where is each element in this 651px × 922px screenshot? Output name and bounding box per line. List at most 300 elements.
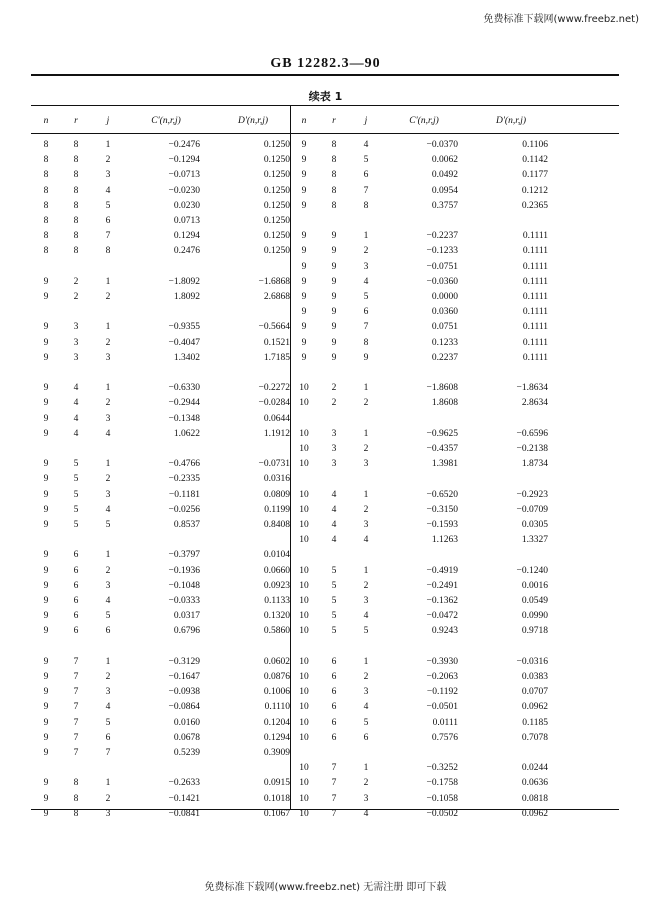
cell-r: 7 — [331, 808, 337, 819]
table-row — [292, 153, 552, 168]
table-row — [34, 746, 294, 761]
cell-n: 9 — [301, 170, 307, 181]
cell-j: 7 — [363, 322, 369, 333]
cell-r: 8 — [73, 778, 79, 789]
cell-r: 3 — [73, 337, 79, 348]
header-d: D′(n,r,j) — [495, 116, 527, 126]
cell-c: −1.8608 — [426, 383, 458, 394]
cell-c: −0.0360 — [426, 276, 458, 287]
cell-j: 1 — [105, 550, 111, 561]
cell-j: 1 — [363, 428, 369, 439]
cell-j: 6 — [105, 216, 111, 226]
cell-j: 1 — [105, 383, 111, 394]
cell-j: 1 — [105, 778, 111, 789]
cell-r: 3 — [73, 322, 79, 333]
cell-c: −0.1181 — [168, 489, 200, 500]
table-row — [34, 518, 294, 533]
cell-r: 6 — [73, 565, 79, 576]
cell-d: 0.1111 — [522, 322, 548, 333]
cell-n: 9 — [43, 717, 49, 728]
cell-r: 4 — [73, 383, 79, 394]
cell-j: 4 — [363, 808, 369, 819]
table-row — [292, 457, 552, 472]
cell-n: 10 — [299, 656, 309, 667]
cell-c: −0.4766 — [168, 459, 200, 470]
cell-d: −0.6596 — [516, 428, 548, 439]
cell-j: 5 — [105, 611, 111, 622]
cell-j: 4 — [105, 185, 111, 196]
cell-c: −0.1192 — [426, 687, 458, 698]
cell-n: 8 — [43, 231, 49, 242]
cell-c: −0.6520 — [426, 489, 458, 500]
cell-r: 4 — [73, 398, 79, 409]
cell-j: 7 — [105, 748, 111, 758]
table-row — [292, 518, 552, 533]
cell-j: 2 — [105, 474, 111, 485]
cell-c: −0.0938 — [168, 687, 200, 698]
cell-d: 0.1018 — [263, 793, 290, 804]
table-row — [292, 792, 552, 807]
cell-n: 9 — [43, 550, 49, 561]
cell-n: 10 — [299, 580, 309, 591]
cell-j: 3 — [363, 520, 369, 530]
cell-n: 9 — [43, 580, 49, 591]
cell-n: 9 — [43, 352, 49, 363]
cell-r: 7 — [73, 702, 79, 713]
cell-j: 4 — [363, 611, 369, 622]
cell-j: 6 — [105, 732, 111, 743]
cell-j: 1 — [363, 763, 369, 774]
cell-c: 1.8608 — [431, 398, 458, 409]
table-row — [292, 761, 552, 776]
cell-r: 7 — [73, 732, 79, 743]
cell-d: 0.0104 — [263, 550, 290, 561]
cell-d: 0.0962 — [521, 702, 548, 713]
table-row — [292, 731, 552, 746]
cell-n: 9 — [43, 596, 49, 606]
cell-c: 1.3402 — [173, 352, 200, 363]
cell-r: 4 — [73, 428, 79, 439]
cell-c: −0.2944 — [168, 398, 200, 409]
table-row — [34, 290, 294, 305]
cell-r: 3 — [73, 352, 79, 363]
table-row — [34, 412, 294, 427]
table-row — [292, 624, 552, 639]
cell-r: 2 — [73, 276, 79, 287]
cell-c: −0.1048 — [168, 580, 200, 591]
cell-d: 0.1250 — [263, 170, 290, 181]
cell-r: 5 — [73, 489, 79, 500]
cell-n: 9 — [43, 337, 49, 348]
table-row — [292, 503, 552, 518]
cell-j: 7 — [105, 231, 111, 242]
cell-r: 8 — [331, 200, 337, 211]
cell-n: 10 — [299, 808, 309, 819]
cell-c: −0.3252 — [426, 763, 458, 774]
cell-j: 2 — [105, 292, 111, 302]
cell-r: 8 — [73, 231, 79, 242]
cell-r: 8 — [331, 170, 337, 181]
cell-d: 0.7078 — [521, 732, 548, 743]
cell-j: 5 — [363, 626, 369, 637]
table-row — [292, 427, 552, 442]
cell-n: 9 — [301, 352, 307, 363]
cell-j: 2 — [363, 246, 369, 257]
cell-j: 7 — [363, 185, 369, 196]
cell-j: 2 — [105, 155, 111, 166]
cell-r: 7 — [331, 778, 337, 789]
cell-j: 3 — [105, 170, 111, 181]
cell-r: 8 — [73, 170, 79, 181]
cell-n: 10 — [299, 520, 309, 530]
cell-n: 8 — [43, 200, 49, 211]
cell-d: 0.0876 — [263, 672, 290, 682]
cell-n: 10 — [299, 611, 309, 622]
cell-r: 2 — [331, 398, 337, 409]
cell-n: 9 — [43, 398, 49, 409]
cell-n: 9 — [301, 322, 307, 333]
cell-d: 0.0809 — [263, 489, 290, 500]
cell-j: 1 — [105, 656, 111, 667]
cell-d: 0.1111 — [522, 231, 548, 242]
table-row — [34, 427, 294, 442]
cell-d: 0.1111 — [522, 337, 548, 348]
cell-d: 1.7185 — [263, 352, 290, 363]
cell-r: 8 — [331, 140, 337, 150]
cell-j: 5 — [105, 520, 111, 530]
cell-c: −0.0370 — [426, 140, 458, 150]
cell-j: 2 — [363, 580, 369, 591]
cell-r: 7 — [73, 748, 79, 758]
cell-r: 4 — [331, 535, 337, 546]
cell-r: 8 — [331, 185, 337, 196]
cell-d: 0.1199 — [264, 504, 290, 515]
cell-n: 9 — [43, 489, 49, 500]
cell-r: 8 — [73, 140, 79, 150]
cell-d: 0.5860 — [263, 626, 290, 637]
table-row — [34, 609, 294, 624]
table-row — [292, 229, 552, 244]
cell-r: 2 — [73, 292, 79, 302]
cell-d: −0.0709 — [516, 504, 548, 515]
table-row — [292, 320, 552, 335]
cell-n: 9 — [43, 413, 49, 424]
cell-d: 0.1111 — [522, 292, 548, 302]
cell-c: 0.0230 — [173, 200, 200, 211]
table-top-rule — [31, 105, 619, 106]
cell-j: 8 — [363, 200, 369, 211]
cell-r: 6 — [331, 687, 337, 698]
cell-d: −0.1240 — [516, 565, 548, 576]
cell-c: −0.4047 — [168, 337, 200, 348]
cell-d: 0.0962 — [521, 808, 548, 819]
cell-j: 2 — [105, 672, 111, 682]
cell-j: 1 — [363, 656, 369, 667]
cell-j: 3 — [105, 413, 111, 424]
cell-c: −0.2476 — [168, 140, 200, 150]
table-row — [292, 442, 552, 457]
table-row — [34, 138, 294, 153]
table-row — [34, 396, 294, 411]
cell-d: 0.0707 — [521, 687, 548, 698]
cell-r: 9 — [331, 307, 337, 318]
table-row — [292, 244, 552, 259]
table-row — [34, 731, 294, 746]
cell-c: 0.2237 — [431, 352, 458, 363]
cell-j: 3 — [105, 489, 111, 500]
cell-c: 0.7576 — [431, 732, 458, 743]
cell-c: −0.0501 — [426, 702, 458, 713]
cell-c: 0.0062 — [431, 155, 458, 166]
header-r: r — [332, 116, 336, 126]
cell-n: 9 — [43, 383, 49, 394]
cell-d: 0.0818 — [521, 793, 548, 804]
cell-j: 1 — [105, 459, 111, 470]
cell-n: 10 — [299, 398, 309, 409]
cell-j: 1 — [105, 322, 111, 333]
cell-j: 2 — [105, 565, 111, 576]
cell-r: 9 — [331, 337, 337, 348]
cell-j: 4 — [363, 140, 369, 150]
cell-r: 5 — [73, 474, 79, 485]
header-j: j — [106, 116, 110, 126]
cell-d: −1.8634 — [516, 383, 548, 394]
table-row — [292, 199, 552, 214]
table-row — [292, 564, 552, 579]
cell-r: 6 — [73, 626, 79, 637]
cell-d: 0.1250 — [263, 231, 290, 242]
cell-n: 9 — [43, 672, 49, 682]
cell-n: 9 — [43, 687, 49, 698]
table-row — [34, 229, 294, 244]
cell-j: 3 — [105, 687, 111, 698]
cell-c: −0.1058 — [426, 793, 458, 804]
cell-r: 5 — [331, 611, 337, 622]
cell-n: 10 — [299, 428, 309, 439]
standard-code: GB 12282.3—90 — [270, 56, 381, 71]
cell-c: −0.9625 — [426, 428, 458, 439]
table-row — [292, 138, 552, 153]
cell-c: −0.0230 — [168, 185, 200, 196]
cell-c: 0.8537 — [173, 520, 200, 530]
cell-c: 0.0317 — [173, 611, 200, 622]
cell-c: −0.0472 — [426, 611, 458, 622]
cell-r: 9 — [331, 261, 337, 272]
cell-j: 4 — [363, 535, 369, 546]
cell-j: 1 — [363, 383, 369, 394]
table-row — [34, 792, 294, 807]
cell-d: 0.1111 — [522, 261, 548, 272]
header-d: D′(n,r,j) — [237, 116, 269, 126]
cell-n: 8 — [43, 246, 49, 257]
cell-n: 9 — [301, 200, 307, 211]
cell-c: −0.4357 — [426, 444, 458, 454]
table-row — [292, 488, 552, 503]
cell-d: 0.1320 — [263, 611, 290, 622]
cell-j: 2 — [363, 504, 369, 515]
cell-d: −0.2923 — [516, 489, 548, 500]
cell-c: 0.6796 — [173, 626, 200, 637]
left-header-row — [34, 112, 290, 130]
cell-d: 0.0636 — [521, 778, 548, 789]
cell-j: 3 — [363, 459, 369, 470]
cell-d: 0.1111 — [522, 246, 548, 257]
cell-n: 8 — [43, 216, 49, 226]
cell-c: −0.6330 — [168, 383, 200, 394]
cell-n: 9 — [301, 140, 307, 150]
cell-n: 10 — [299, 672, 309, 682]
cell-c: −0.1593 — [426, 520, 458, 530]
table-row — [34, 153, 294, 168]
cell-j: 5 — [105, 200, 111, 211]
cell-j: 4 — [363, 702, 369, 713]
cell-r: 5 — [73, 504, 79, 515]
cell-r: 5 — [331, 626, 337, 637]
cell-d: 0.1212 — [521, 185, 548, 196]
cell-c: −0.2335 — [168, 474, 200, 485]
cell-r: 7 — [73, 717, 79, 728]
cell-j: 4 — [105, 596, 111, 606]
cell-c: −0.1362 — [426, 596, 458, 606]
cell-n: 10 — [299, 535, 309, 546]
table-row — [34, 807, 294, 822]
cell-j: 2 — [363, 672, 369, 682]
cell-r: 6 — [331, 656, 337, 667]
cell-d: 0.0923 — [263, 580, 290, 591]
table-row — [292, 685, 552, 700]
table-row — [292, 807, 552, 822]
cell-c: 0.0751 — [431, 322, 458, 333]
cell-r: 4 — [331, 489, 337, 500]
cell-d: −0.0316 — [516, 656, 548, 667]
cell-j: 2 — [363, 444, 369, 454]
cell-n: 9 — [43, 565, 49, 576]
cell-c: −0.2237 — [426, 231, 458, 242]
cell-d: 1.3327 — [521, 535, 548, 546]
cell-c: 0.0360 — [431, 307, 458, 318]
cell-n: 9 — [43, 793, 49, 804]
cell-d: 0.9718 — [521, 626, 548, 637]
cell-c: −0.2491 — [426, 580, 458, 591]
cell-r: 9 — [331, 352, 337, 363]
cell-c: −0.2633 — [168, 778, 200, 789]
cell-c: −0.3797 — [168, 550, 200, 561]
cell-r: 6 — [331, 702, 337, 713]
table-row — [292, 336, 552, 351]
cell-c: 0.0713 — [173, 216, 200, 226]
cell-c: −0.1233 — [426, 246, 458, 257]
cell-n: 9 — [43, 292, 49, 302]
cell-r: 4 — [331, 504, 337, 515]
cell-c: −0.0841 — [168, 808, 200, 819]
cell-d: 2.6868 — [263, 292, 290, 302]
cell-c: −0.1758 — [426, 778, 458, 789]
cell-d: 0.0549 — [521, 596, 548, 606]
table-row — [292, 670, 552, 685]
cell-j: 4 — [105, 504, 111, 515]
cell-c: 0.0160 — [173, 717, 200, 728]
cell-j: 6 — [363, 170, 369, 181]
cell-c: −0.0864 — [168, 702, 200, 713]
cell-d: 0.1250 — [263, 200, 290, 211]
table-row — [292, 700, 552, 715]
header-r: r — [74, 116, 78, 126]
cell-r: 7 — [73, 672, 79, 682]
cell-n: 9 — [301, 231, 307, 242]
cell-n: 9 — [301, 337, 307, 348]
cell-d: −1.6868 — [258, 276, 290, 287]
header-c: C′(n,r,j) — [409, 116, 439, 126]
cell-c: −0.0502 — [426, 808, 458, 819]
cell-n: 10 — [299, 717, 309, 728]
cell-r: 8 — [73, 200, 79, 211]
table-row — [34, 184, 294, 199]
cell-c: −0.3930 — [426, 656, 458, 667]
cell-d: 0.0305 — [521, 520, 548, 530]
cell-d: 0.1521 — [263, 337, 290, 348]
cell-c: −0.3150 — [426, 504, 458, 515]
cell-j: 6 — [363, 732, 369, 743]
cell-r: 9 — [331, 276, 337, 287]
cell-d: 0.1106 — [522, 140, 548, 150]
cell-r: 9 — [331, 322, 337, 333]
table-row — [292, 594, 552, 609]
table-row — [34, 685, 294, 700]
cell-c: 1.8092 — [173, 292, 200, 302]
cell-n: 10 — [299, 489, 309, 500]
table-row — [34, 336, 294, 351]
cell-c: 0.0492 — [431, 170, 458, 181]
cell-r: 3 — [331, 444, 337, 454]
cell-c: −0.1936 — [168, 565, 200, 576]
cell-j: 8 — [363, 337, 369, 348]
cell-j: 2 — [105, 793, 111, 804]
cell-r: 8 — [73, 793, 79, 804]
cell-c: −1.8092 — [168, 276, 200, 287]
table-row — [34, 503, 294, 518]
cell-r: 8 — [73, 155, 79, 166]
cell-d: 0.0990 — [521, 611, 548, 622]
cell-n: 10 — [299, 763, 309, 774]
cell-r: 6 — [73, 611, 79, 622]
footer-watermark: 免费标准下载网(www.freebz.net) 无需注册 即可下载 — [204, 882, 447, 893]
cell-j: 9 — [363, 352, 369, 363]
cell-j: 2 — [105, 398, 111, 409]
cell-c: 0.9243 — [431, 626, 458, 637]
cell-c: 0.1294 — [173, 231, 200, 242]
table-row — [292, 351, 552, 366]
table-row — [34, 700, 294, 715]
cell-j: 1 — [105, 140, 111, 150]
cell-d: 0.0644 — [263, 413, 290, 424]
cell-d: 2.8634 — [521, 398, 548, 409]
cell-j: 2 — [363, 778, 369, 789]
cell-j: 1 — [363, 565, 369, 576]
cell-n: 9 — [301, 292, 307, 302]
cell-j: 6 — [363, 307, 369, 318]
cell-c: 0.0678 — [173, 732, 200, 743]
cell-d: 0.1133 — [264, 596, 290, 606]
table-row — [292, 260, 552, 275]
cell-j: 5 — [363, 717, 369, 728]
cell-j: 4 — [105, 428, 111, 439]
cell-d: 0.1067 — [263, 808, 290, 819]
cell-r: 3 — [331, 428, 337, 439]
cell-n: 10 — [299, 702, 309, 713]
cell-n: 10 — [299, 687, 309, 698]
cell-r: 6 — [73, 580, 79, 591]
cell-j: 4 — [105, 702, 111, 713]
